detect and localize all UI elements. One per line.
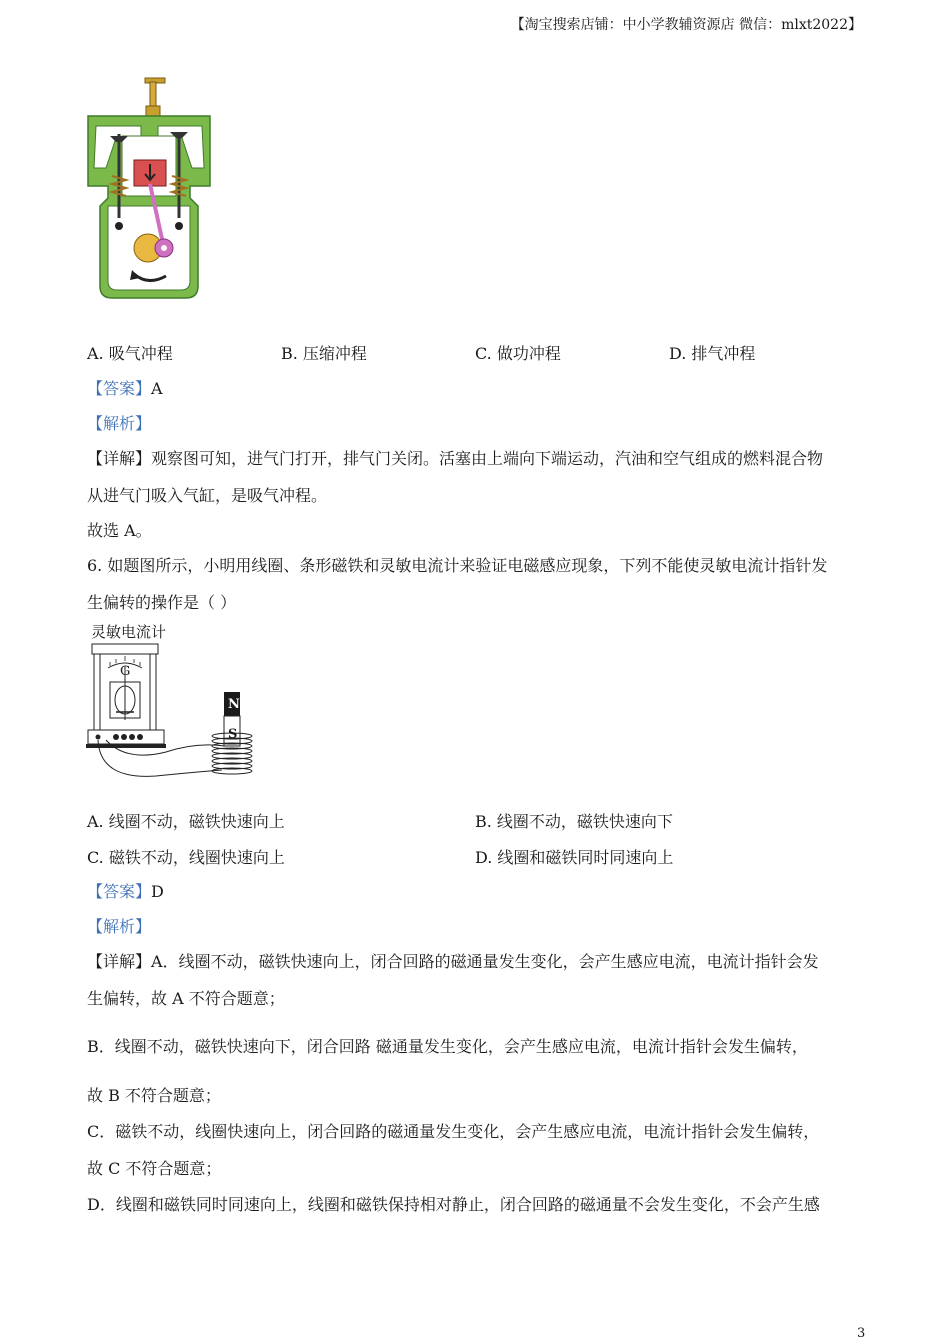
q5-option-c: C. 做功冲程	[475, 344, 561, 363]
q6-detail-a-line2: 生偏转，故 A 不符合题意；	[87, 989, 285, 1008]
detail-text: 观察图可知，进气门打开，排气门关闭。活塞由上端向下端运动，汽油和空气组成的燃料混合物	[151, 449, 824, 468]
answer-label: 【答案】	[87, 379, 152, 398]
q6-detail-b-line1: B．线圈不动，磁铁快速向下，闭合回路 磁通量发生变化，会产生感应电流，电流计指针会发生偏转，	[87, 1037, 808, 1056]
detail-label: 【详解】	[87, 952, 152, 971]
galvanometer-letter: G	[120, 664, 131, 679]
q5-option-d: D. 排气冲程	[669, 344, 756, 363]
answer-value: D	[151, 882, 164, 901]
q5-detail-line1	[87, 446, 823, 469]
answer-label: 【答案】	[87, 882, 152, 901]
q6-option-a: A. 线圈不动，磁铁快速向上	[87, 812, 285, 831]
q6-option-c: C. 磁铁不动，线圈快速向上	[87, 848, 285, 867]
q6-detail-b-line2: 故 B 不符合题意；	[87, 1086, 221, 1105]
q6-stem-line1: 6. 如题图所示，小明用线圈、条形磁铁和灵敏电流计来验证电磁感应现象，下列不能使灵敏电流计指针发	[87, 556, 828, 575]
electromagnetic-induction-figure	[86, 640, 258, 786]
q6-analysis-label: 【解析】	[87, 917, 152, 936]
q6-detail-a-line1	[87, 949, 819, 972]
q5-answer	[87, 376, 163, 399]
detail-text: A．线圈不动，磁铁快速向上，闭合回路的磁通量发生变化，会产生感应电流，电流计指针会发	[151, 952, 819, 971]
q6-option-b: B. 线圈不动，磁铁快速向下	[475, 812, 673, 831]
page-header: 【淘宝搜索店铺：中小学教辅资源店 微信：mlxt2022】	[510, 17, 862, 33]
detail-label: 【详解】	[87, 449, 152, 468]
q5-conclusion: 故选 A。	[87, 521, 152, 540]
q6-detail-c-line1: C．磁铁不动，线圈快速向上，闭合回路的磁通量发生变化，会产生感应电流，电流计指针会发生偏转，	[87, 1122, 820, 1141]
q6-detail-d-line1: D．线圈和磁铁同时同速向上，线圈和磁铁保持相对静止，闭合回路的磁通量不会发生变化，不会产生感	[87, 1195, 820, 1214]
galvanometer-label: 灵敏电流计	[91, 623, 167, 641]
q6-detail-c-line2: 故 C 不符合题意；	[87, 1159, 222, 1178]
engine-intake-stroke-figure	[86, 76, 212, 306]
q5-option-b: B. 压缩冲程	[281, 344, 367, 363]
q6-stem-line2: 生偏转的操作是（ ）	[87, 593, 237, 612]
answer-value: A	[151, 379, 163, 398]
q6-answer	[87, 879, 164, 902]
page-number: 3	[857, 1326, 866, 1341]
q5-analysis-label: 【解析】	[87, 414, 152, 433]
magnet-north-label: N	[228, 697, 240, 712]
magnet-south-label: S	[228, 727, 238, 742]
q5-option-a: A. 吸气冲程	[87, 344, 173, 363]
q6-option-d: D. 线圈和磁铁同时同速向上	[475, 848, 674, 867]
q5-detail-line2: 从进气门吸入气缸，是吸气冲程。	[87, 486, 328, 505]
